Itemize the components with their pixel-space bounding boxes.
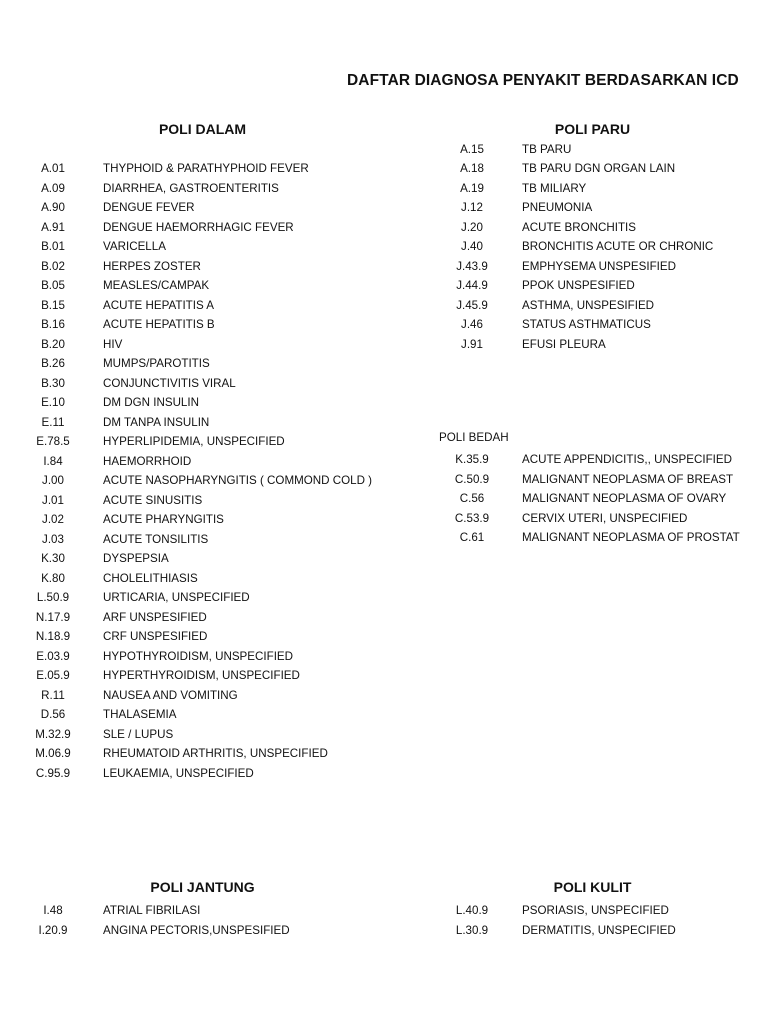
diagnosis-name: ASTHMA, UNSPESIFIED [522, 298, 655, 312]
icd-code: A.90 [41, 201, 65, 214]
section-title-poli-bedah: POLI BEDAH [439, 431, 509, 444]
icd-code: B.15 [41, 298, 65, 312]
icd-code: J.12 [461, 201, 483, 214]
diagnosis-name: BRONCHITIS ACUTE OR CHRONIC [522, 240, 714, 253]
icd-code: E.10 [41, 396, 65, 409]
diagnosis-row [0, 470, 768, 490]
icd-code: J.01 [42, 493, 64, 507]
diagnosis-row [0, 393, 400, 413]
diagnosis-row [0, 257, 768, 277]
icd-code: J.03 [42, 532, 64, 546]
diagnosis-name: ACUTE NASOPHARYNGITIS ( COMMOND COLD ) [103, 474, 373, 487]
diagnosis-name: DENGUE FEVER [103, 201, 195, 214]
icd-code: D.56 [40, 708, 66, 721]
diagnosis-name: LEUKAEMIA, UNSPECIFIED [103, 766, 254, 780]
diagnosis-name: MALIGNANT NEOPLASMA OF BREAST [522, 472, 734, 486]
diagnosis-name: NAUSEA AND VOMITING [103, 688, 238, 702]
diagnosis-name: CERVIX UTERI, UNSPECIFIED [522, 511, 688, 525]
diagnosis-row [0, 588, 400, 608]
diagnosis-row [0, 335, 768, 355]
icd-code: J.46 [461, 318, 483, 331]
diagnosis-name: EFUSI PLEURA [522, 337, 606, 351]
section-title-poli-kulit: POLI KULIT [553, 879, 632, 895]
icd-code: A.15 [460, 142, 484, 156]
diagnosis-row [0, 764, 400, 784]
diagnosis-row [0, 374, 400, 394]
diagnosis-row [0, 354, 400, 374]
diagnosis-name: ACUTE BRONCHITIS [522, 220, 637, 234]
diagnosis-name: ACUTE APPENDICITIS,, UNSPECIFIED [522, 453, 733, 466]
icd-code: I.84 [43, 454, 63, 468]
diagnosis-row [0, 569, 400, 589]
icd-code: K.80 [41, 571, 65, 585]
diagnosis-name: HYPERTHYROIDISM, UNSPECIFIED [103, 669, 300, 682]
diagnosis-name: DM TANPA INSULIN [103, 415, 210, 429]
icd-code: E.78.5 [36, 435, 70, 448]
diagnosis-name: HERPES ZOSTER [103, 259, 201, 273]
diagnosis-name: HIV [103, 337, 123, 351]
diagnosis-row [0, 686, 400, 706]
diagnosis-name: TB PARU DGN ORGAN LAIN [522, 162, 676, 175]
diagnosis-name: EMPHYSEMA UNSPESIFIED [522, 259, 676, 273]
diagnosis-name: PSORIASIS, UNSPECIFIED [522, 904, 669, 917]
icd-code: A.19 [460, 181, 484, 195]
icd-code: E.03.9 [36, 649, 70, 663]
diagnosis-name: THYPHOID & PARATHYPHOID FEVER [103, 162, 309, 175]
diagnosis-name: TB PARU [522, 142, 572, 156]
diagnosis-name: HYPOTHYROIDISM, UNSPECIFIED [103, 649, 294, 663]
icd-code: N.17.9 [35, 610, 71, 624]
diagnosis-row [0, 159, 768, 179]
icd-code: K.35.9 [455, 453, 489, 466]
diagnosis-name: RHEUMATOID ARTHRITIS, UNSPECIFIED [103, 747, 328, 760]
diagnosis-name: ATRIAL FIBRILASI [103, 904, 201, 917]
icd-code: N.18.9 [35, 630, 71, 643]
diagnosis-name: MEASLES/CAMPAK [103, 279, 210, 292]
diagnosis-row [0, 921, 768, 941]
icd-code: B.16 [41, 318, 65, 331]
diagnosis-row [0, 413, 400, 433]
icd-code: C.61 [459, 531, 485, 544]
icd-code: B.01 [41, 240, 65, 253]
diagnosis-row [0, 140, 768, 160]
icd-code: I.48 [43, 904, 63, 917]
diagnosis-name: DYSPEPSIA [103, 552, 169, 565]
diagnosis-row [0, 901, 768, 921]
icd-code: E.05.9 [36, 669, 70, 682]
icd-code: A.18 [460, 162, 484, 175]
diagnosis-row [0, 198, 768, 218]
icd-code: B.05 [41, 279, 65, 292]
icd-code: B.02 [41, 259, 65, 273]
icd-code: L.30.9 [455, 923, 489, 937]
diagnosis-name: MUMPS/PAROTITIS [103, 357, 210, 370]
diagnosis-row [0, 725, 400, 745]
diagnosis-name: THALASEMIA [103, 708, 177, 721]
diagnosis-row [0, 647, 400, 667]
diagnosis-row [0, 450, 768, 470]
icd-code: B.20 [41, 337, 65, 351]
icd-code: J.40 [461, 240, 483, 253]
section-title-poli-dalam: POLI DALAM [158, 121, 247, 137]
diagnosis-name: DENGUE HAEMORRHAGIC FEVER [103, 220, 294, 234]
icd-code: C.50.9 [454, 472, 490, 486]
diagnosis-row [0, 528, 768, 548]
icd-code: J.00 [42, 474, 64, 487]
icd-code: B.30 [41, 376, 65, 390]
diagnosis-name: CHOLELITHIASIS [103, 571, 198, 585]
section-title-poli-jantung: POLI JANTUNG [150, 879, 255, 895]
diagnosis-name: ACUTE PHARYNGITIS [103, 513, 224, 526]
icd-code: J.91 [461, 337, 483, 351]
diagnosis-list-poli-kulit [0, 901, 768, 940]
diagnosis-row [0, 509, 768, 529]
diagnosis-name: ARF UNSPESIFIED [103, 610, 207, 624]
diagnosis-name: ACUTE HEPATITIS A [103, 298, 215, 312]
diagnosis-row [0, 744, 400, 764]
icd-code: L.40.9 [455, 904, 489, 917]
icd-code: L.50.9 [36, 591, 70, 604]
icd-code: J.43.9 [456, 259, 488, 273]
icd-code: J.02 [42, 513, 64, 526]
diagnosis-name: DM DGN INSULIN [103, 396, 199, 409]
icd-code: R.11 [41, 688, 65, 702]
diagnosis-name: PPOK UNSPESIFIED [522, 279, 635, 292]
section-title-poli-paru: POLI PARU [554, 121, 631, 137]
icd-code: A.09 [41, 181, 65, 195]
diagnosis-name: MALIGNANT NEOPLASMA OF PROSTAT [522, 531, 740, 544]
diagnosis-name: ANGINA PECTORIS,UNSPESIFIED [103, 923, 290, 937]
diagnosis-row [0, 705, 400, 725]
diagnosis-row [0, 315, 768, 335]
diagnosis-row [0, 218, 768, 238]
diagnosis-list-poli-paru [0, 140, 768, 355]
icd-code: K.30 [41, 552, 65, 565]
diagnosis-name: URTICARIA, UNSPECIFIED [103, 591, 250, 604]
diagnosis-row [0, 489, 768, 509]
diagnosis-name: DIARRHEA, GASTROENTERITIS [103, 181, 279, 195]
diagnosis-name: CRF UNSPESIFIED [103, 630, 208, 643]
diagnosis-name: MALIGNANT NEOPLASMA OF OVARY [522, 492, 727, 505]
icd-code: A.01 [41, 162, 65, 175]
icd-code: J.44.9 [456, 279, 488, 292]
diagnosis-row [0, 276, 768, 296]
icd-code: E.11 [41, 415, 65, 429]
diagnosis-name: ACUTE SINUSITIS [103, 493, 203, 507]
diagnosis-name: SLE / LUPUS [103, 727, 174, 741]
diagnosis-row [0, 237, 768, 257]
diagnosis-list-poli-bedah [0, 450, 768, 548]
diagnosis-row [0, 666, 400, 686]
icd-code: J.45.9 [456, 298, 488, 312]
diagnosis-name: HAEMORRHOID [103, 454, 192, 468]
diagnosis-row [0, 627, 400, 647]
diagnosis-name: STATUS ASTHMATICUS [522, 318, 651, 331]
icd-code: J.20 [461, 220, 483, 234]
icd-code: I.20.9 [38, 923, 68, 937]
diagnosis-name: DERMATITIS, UNSPECIFIED [522, 923, 676, 937]
icd-code: C.56 [459, 492, 485, 505]
diagnosis-name: VARICELLA [103, 240, 166, 253]
icd-code: C.95.9 [35, 766, 71, 780]
icd-code: M.32.9 [35, 727, 71, 741]
diagnosis-name: PNEUMONIA [522, 201, 593, 214]
diagnosis-name: HYPERLIPIDEMIA, UNSPECIFIED [103, 435, 285, 448]
diagnosis-row [0, 549, 400, 569]
diagnosis-name: TB MILIARY [522, 181, 587, 195]
diagnosis-row [0, 608, 400, 628]
diagnosis-row [0, 179, 768, 199]
diagnosis-name: ACUTE TONSILITIS [103, 532, 209, 546]
diagnosis-name: ACUTE HEPATITIS B [103, 318, 215, 331]
diagnosis-row [0, 296, 768, 316]
icd-code: M.06.9 [35, 747, 71, 760]
icd-code: C.53.9 [454, 511, 490, 525]
icd-code: B.26 [41, 357, 65, 370]
icd-code: A.91 [41, 220, 65, 234]
page-title: DAFTAR DIAGNOSA PENYAKIT BERDASARKAN ICD [347, 72, 739, 89]
diagnosis-name: CONJUNCTIVITIS VIRAL [103, 376, 236, 390]
diagnosis-row [0, 432, 400, 452]
